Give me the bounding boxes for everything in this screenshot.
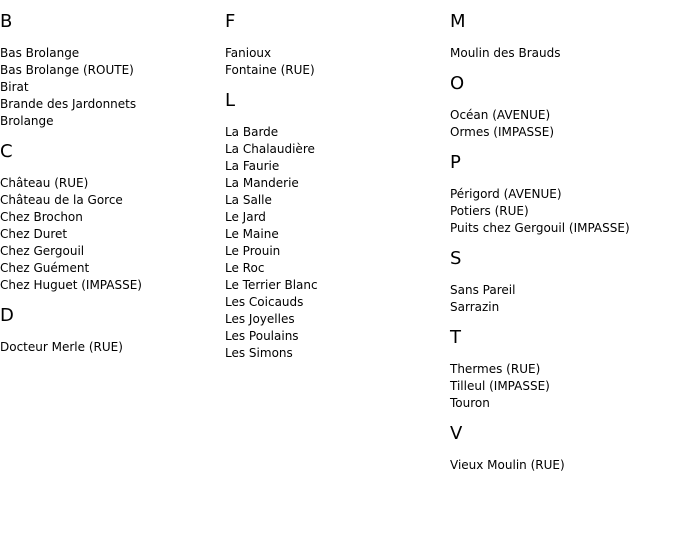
street-name: Les Simons bbox=[225, 346, 293, 360]
street-list bbox=[450, 45, 675, 62]
street-name: Le Terrier Blanc bbox=[225, 278, 318, 292]
street-name: Bas Brolange (ROUTE) bbox=[0, 63, 134, 77]
letter-section bbox=[450, 152, 675, 237]
street-list bbox=[450, 361, 675, 412]
street-name: Les Coicauds bbox=[225, 295, 304, 309]
letter-heading: P bbox=[450, 152, 461, 173]
street-name: La Chalaudière bbox=[225, 142, 315, 156]
letter-heading: T bbox=[450, 327, 461, 348]
letter-heading: M bbox=[450, 11, 466, 32]
street-index-column-2 bbox=[225, 0, 450, 372]
street-name: Tilleul (IMPASSE) bbox=[450, 379, 550, 393]
street-name: Chez Brochon bbox=[0, 210, 83, 224]
letter-heading: C bbox=[0, 141, 13, 162]
street-name: Sans Pareil bbox=[450, 283, 516, 297]
street-name: Le Roc bbox=[225, 261, 265, 275]
street-name: Fontaine (RUE) bbox=[225, 63, 315, 77]
letter-heading: V bbox=[450, 423, 463, 444]
letter-section bbox=[225, 90, 450, 362]
street-name: Les Poulains bbox=[225, 329, 299, 343]
street-name: Brolange bbox=[0, 114, 54, 128]
street-name: Potiers (RUE) bbox=[450, 204, 529, 218]
letter-section bbox=[0, 11, 225, 130]
street-name: Moulin des Brauds bbox=[450, 46, 561, 60]
street-name: La Faurie bbox=[225, 159, 280, 173]
street-list bbox=[0, 175, 225, 294]
street-name: Les Joyelles bbox=[225, 312, 295, 326]
street-list bbox=[0, 339, 225, 356]
street-name: Thermes (RUE) bbox=[450, 362, 541, 376]
street-list bbox=[450, 107, 675, 141]
street-name: Puits chez Gergouil (IMPASSE) bbox=[450, 221, 630, 235]
letter-section bbox=[450, 73, 675, 141]
letter-heading: B bbox=[0, 11, 13, 32]
letter-section bbox=[225, 11, 450, 79]
street-name: Le Jard bbox=[225, 210, 266, 224]
letter-section bbox=[450, 11, 675, 62]
street-name: Fanioux bbox=[225, 46, 272, 60]
street-index-column-3 bbox=[450, 0, 675, 484]
street-name: Chez Duret bbox=[0, 227, 68, 241]
letter-heading: L bbox=[225, 90, 236, 111]
street-name: Le Prouin bbox=[225, 244, 281, 258]
street-list bbox=[450, 457, 675, 474]
letter-section bbox=[450, 327, 675, 412]
letter-heading: O bbox=[450, 73, 465, 94]
street-name: Périgord (AVENUE) bbox=[450, 187, 562, 201]
street-name: La Barde bbox=[225, 125, 279, 139]
street-name: La Manderie bbox=[225, 176, 299, 190]
street-name: Docteur Merle (RUE) bbox=[0, 340, 123, 354]
street-name: Chez Gergouil bbox=[0, 244, 85, 258]
letter-section bbox=[450, 423, 675, 474]
letter-heading: S bbox=[450, 248, 462, 269]
street-name: Océan (AVENUE) bbox=[450, 108, 551, 122]
street-list bbox=[225, 45, 450, 79]
street-name: Château de la Gorce bbox=[0, 193, 123, 207]
street-list bbox=[450, 282, 675, 316]
street-name: Sarrazin bbox=[450, 300, 500, 314]
street-name: Vieux Moulin (RUE) bbox=[450, 458, 565, 472]
street-index-column-1 bbox=[0, 0, 225, 366]
street-list bbox=[225, 124, 450, 362]
letter-section bbox=[0, 141, 225, 294]
street-name: La Salle bbox=[225, 193, 272, 207]
street-name: Le Maine bbox=[225, 227, 279, 241]
street-name: Chez Huguet (IMPASSE) bbox=[0, 278, 142, 292]
street-list bbox=[0, 45, 225, 130]
street-name: Birat bbox=[0, 80, 29, 94]
street-name: Bas Brolange bbox=[0, 46, 80, 60]
letter-section bbox=[0, 305, 225, 356]
letter-heading: D bbox=[0, 305, 14, 326]
letter-section bbox=[450, 248, 675, 316]
street-name: Touron bbox=[450, 396, 490, 410]
street-name: Chez Guément bbox=[0, 261, 90, 275]
letter-heading: F bbox=[225, 11, 236, 32]
street-list bbox=[450, 186, 675, 237]
street-name: Château (RUE) bbox=[0, 176, 89, 190]
street-name: Ormes (IMPASSE) bbox=[450, 125, 555, 139]
street-name: Brande des Jardonnets bbox=[0, 97, 137, 111]
